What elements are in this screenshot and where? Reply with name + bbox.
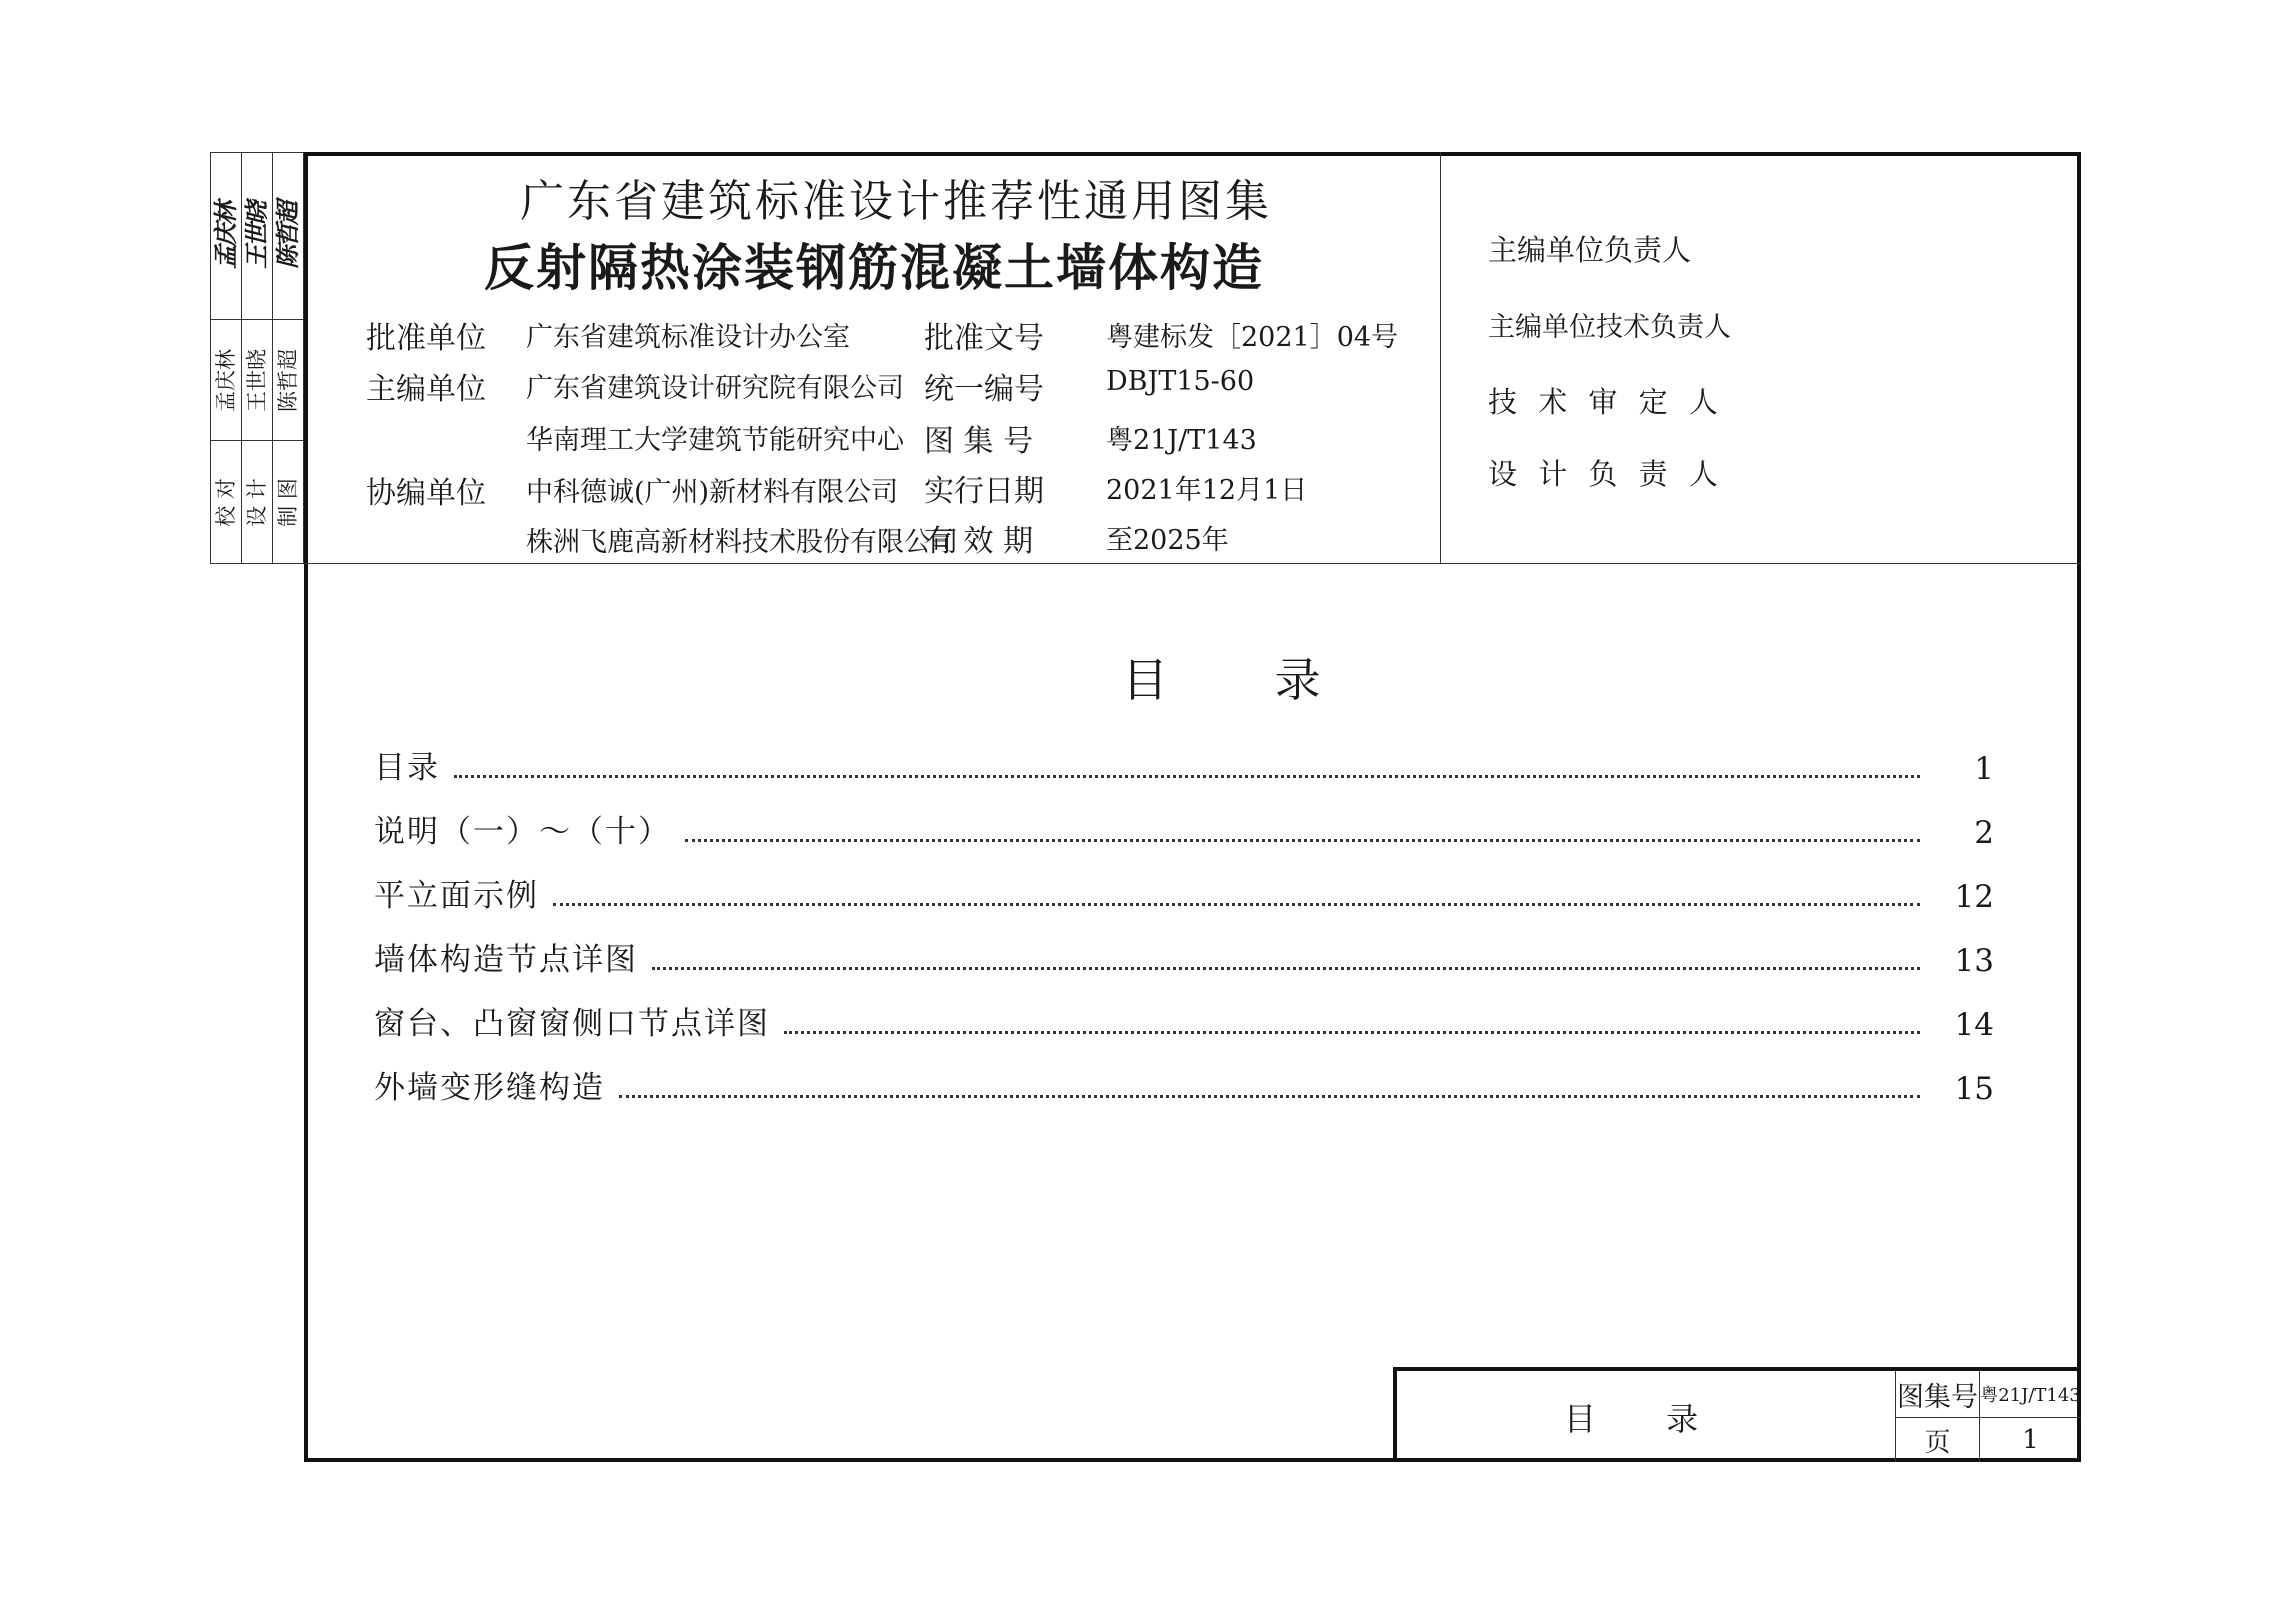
toc-leader [454,775,1920,778]
toc-item-label: 说明（一）～（十） [374,814,671,850]
role-designer: 设 计 [244,477,269,527]
toc-item[interactable] [374,1063,1994,1107]
toc-leader [685,839,1920,842]
toc-item[interactable] [374,871,1994,915]
co-unit-1: 中科德诚(广州)新材料有限公司 [526,477,899,508]
chief-unit-head-label: 主编单位负责人 [1488,233,1692,267]
toc-item-label: 目录 [374,750,440,786]
chief-unit-1: 广东省建筑设计研究院有限公司 [526,373,904,404]
toc-leader [619,1095,1920,1098]
valid-period: 至2025年 [1106,525,1229,556]
title-block [1393,1367,2081,1462]
header-divider-vertical [1440,152,1441,563]
toc-item[interactable] [374,935,1994,979]
main-title: 反射隔热涂装钢筋混凝土墙体构造 [484,239,1264,297]
toc-item-label: 窗台、凸窗窗侧口节点详图 [374,1006,770,1042]
approval-doc-label: 批准文号 [924,321,1044,356]
approve-unit-label: 批准单位 [366,321,486,356]
title-block-atlas-no: 粤21J/T143 [1980,1385,2081,1406]
title-block-page-label: 页 [1924,1427,1951,1458]
co-unit-label: 协编单位 [366,476,486,511]
title-block-drawing-name: 目 录 [1563,1399,1729,1438]
toc-leader [553,903,1920,906]
chief-unit-label: 主编单位 [366,372,486,407]
atlas-no: 粤21J/T143 [1106,425,1257,456]
toc-item-page: 15 [1954,1071,1994,1107]
unified-no: DBJT15-60 [1106,366,1255,397]
toc-item-label: 墙体构造节点详图 [374,942,638,978]
effective-date: 2021年12月1日 [1106,475,1308,506]
name-proofreader: 孟庆林 [213,348,238,412]
toc-leader [784,1031,1920,1034]
co-unit-2: 株洲飞鹿高新材料技术股份有限公司 [526,527,958,558]
toc-item-page: 1 [1974,751,1994,787]
toc-leader [652,967,1920,970]
toc-item[interactable] [374,999,1994,1043]
toc-item-page: 13 [1954,943,1994,979]
atlas-no-label: 图 集 号 [924,424,1034,459]
valid-period-label: 有 效 期 [924,524,1034,559]
effective-date-label: 实行日期 [924,474,1044,509]
signature-proofreader: 孟庆林 [211,203,240,269]
role-proofreader: 校 对 [213,477,238,527]
signature-designer: 王世晓 [242,203,271,269]
toc-item-label: 外墙变形缝构造 [374,1070,605,1106]
signature-drafter: 陈哲超 [273,203,302,269]
approve-unit: 广东省建筑标准设计办公室 [526,322,850,353]
toc-title: 目 录 [1122,653,1367,707]
series-title: 广东省建筑标准设计推荐性通用图集 [520,176,1272,227]
toc-item-page: 12 [1954,879,1994,915]
title-block-atlas-label: 图集号 [1897,1381,1978,1413]
title-block-page: 1 [2022,1425,2039,1455]
toc-item[interactable] [374,807,1994,851]
toc-item-page: 14 [1954,1007,1994,1043]
signature-strip [210,152,304,564]
toc-item-page: 2 [1974,815,1994,851]
chief-unit-tech-head-label: 主编单位技术负责人 [1488,312,1731,343]
unified-no-label: 统一编号 [924,372,1044,407]
name-designer: 王世晓 [244,348,269,412]
role-drafter: 制 图 [275,477,300,527]
approval-doc: 粤建标发［2021］04号 [1106,322,1399,353]
toc-item[interactable] [374,743,1994,787]
toc-item-label: 平立面示例 [374,878,539,914]
name-drafter: 陈哲超 [275,348,300,412]
tech-reviewer-label: 技 术 审 定 人 [1488,385,1724,419]
chief-unit-2: 华南理工大学建筑节能研究中心 [526,425,904,456]
header-divider-horizontal [304,563,2081,564]
design-head-label: 设 计 负 责 人 [1488,457,1724,491]
